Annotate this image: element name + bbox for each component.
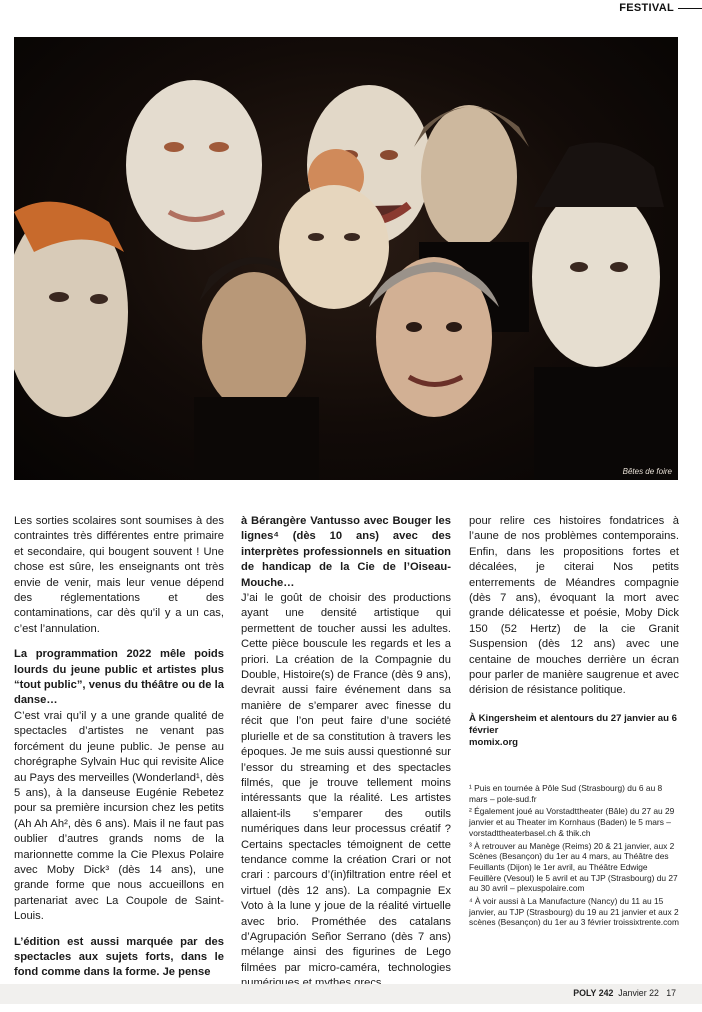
puppet-illustration bbox=[14, 37, 678, 480]
interview-question: à Bérangère Vantusso avec Bouger les lignes⁴ (dès 10 ans) avec des interprètes professionnels en situation de handicap de la Cie de l’Oiseau-Mouche… bbox=[241, 515, 451, 589]
folio bbox=[573, 988, 676, 998]
event-info bbox=[469, 713, 679, 749]
page-footer bbox=[0, 984, 702, 1004]
interview-question: L’édition est aussi marquée par des spectacles aux sujets forts, dans le fond comme dans la forme. Je pense bbox=[14, 935, 224, 979]
section-rule bbox=[678, 8, 702, 9]
issue-date: Janvier 22 bbox=[618, 988, 659, 998]
column-2 bbox=[241, 514, 451, 992]
footnote: ⁴ À voir aussi à La Manufacture (Nancy) du 11 au 15 janvier, au TJP (Strasbourg) du 19 au 21 janvier et aux 2 scènes (Besançon) du 1er au 3 février troissixtrente.com bbox=[469, 896, 679, 928]
paragraph: C’est vrai qu’il y a une grande qualité de spectacles d’artistes ne venant pas forcément du jeune public. Je pense au chorégraphe Sylvain Huc qui revisite Alice au Pays des merveilles (Wonderland¹, dès 5 ans), à la danseuse Eugénie Rebetez pour sa première incursion chez les petits (Ah Ah Ah², dès 6 ans). Mais il ne faut pas oublier d’autres grands noms de la marionnette comme la Cie Plexus Polaire avec Moby Dick³ (dès 14 ans), une grande forme que nous accueillons en partenariat avec La Coupole de Saint-Louis. bbox=[14, 709, 224, 923]
feature-photo bbox=[14, 37, 678, 480]
column-3 bbox=[469, 514, 679, 749]
footnote: ² Également joué au Vorstadttheater (Bâle) du 27 au 29 janvier et au Theater im Kornhaus (Baden) le 5 mars – vorstadttheaterbasel.ch & thik.ch bbox=[469, 806, 675, 838]
column-1 bbox=[14, 514, 224, 981]
photo-caption: Bêtes de foire bbox=[622, 467, 672, 476]
paragraph: J’ai le goût de choisir des productions ayant une densité artistique qui permettent de toucher aussi les adultes. Cette pièce bouscule les regards et les a priori. La création de la Compagnie du Double, Histoire(s) de France (dès 9 ans), devrait aussi faire événement dans sa manière de s’emparer avec finesse du récit que l’on peut faire d’une société plurielle et de sa constitution à travers les époques. Je me suis aussi questionné sur l’essor du streaming et des spectacles filmés, que je trouve tellement moins intéressants que la réalité. Les artistes allaient-ils s’emparer des outils numériques dans leur processus créatif ? Certains spectacles témoignent de cette tendance comme la création Crari or not crari : parcours d’(in)filtration entre réel et virtuel (dès 12 ans). La compagnie Ex Voto à la lune y joue de la réalité virtuelle avec brio. Prométhée des catalans d’Agrupación Señor Serrano (dès 7 ans) mélange ainsi des figurines de Lego filmées par micro-caméra, technologies bbox=[241, 592, 451, 974]
footnote: ³ À retrouver au Manège (Reims) 20 & 21 janvier, aux 2 Scènes (Besançon) du 1er au 4 mars, au Théâtre des Feuillants (Dijon) le 1er avril, au Théâtre Edwige Feuillère (Vesoul) le 5 avril et au TJP (Strasbourg) du 27 au 30 avril – plexuspolaire.com bbox=[469, 840, 678, 894]
event-dates: À Kingersheim et alentours du 27 janvier au 6 février bbox=[469, 712, 677, 736]
footnotes bbox=[469, 783, 679, 930]
footnote: ¹ Puis en tournée à Pôle Sud (Strasbourg) du 6 au 8 mars – pole-sud.fr bbox=[469, 783, 663, 804]
interview-question: La programmation 2022 mêle poids lourds du jeune public et artistes plus “tout public”, venus du théâtre ou de la danse… bbox=[14, 648, 224, 707]
section-label: FESTIVAL bbox=[619, 2, 674, 14]
magazine-name: POLY 242 bbox=[573, 988, 614, 998]
page-number: 17 bbox=[666, 988, 676, 998]
event-website[interactable]: momix.org bbox=[469, 736, 519, 748]
paragraph: Les sorties scolaires sont soumises à des contraintes très différentes entre primaire et secondaire, qui bougent souvent ! Une chose est sûre, les enseignants ont très envie de venir, mais leur venue dépend des réglementations et des contaminations, car dès qu’il y a un cas, c’est l’annulation. bbox=[14, 515, 224, 635]
paragraph: pour relire ces histoires fondatrices à l’aune de nos problèmes contemporains. Enfin, dans les propositions fortes et décalées, je citerai Nos petits enterrements de Méandres compagnie (dès 7 ans), évoquant la mort avec grande délicatesse et poésie, Moby Dick 150 (52 Hertz) de la cie Granit Suspension (dès 12 ans) avec une centaine de mouches derrière un écran pour parler de manière saugrenue et avec dérision de résistance politique. bbox=[469, 515, 679, 697]
